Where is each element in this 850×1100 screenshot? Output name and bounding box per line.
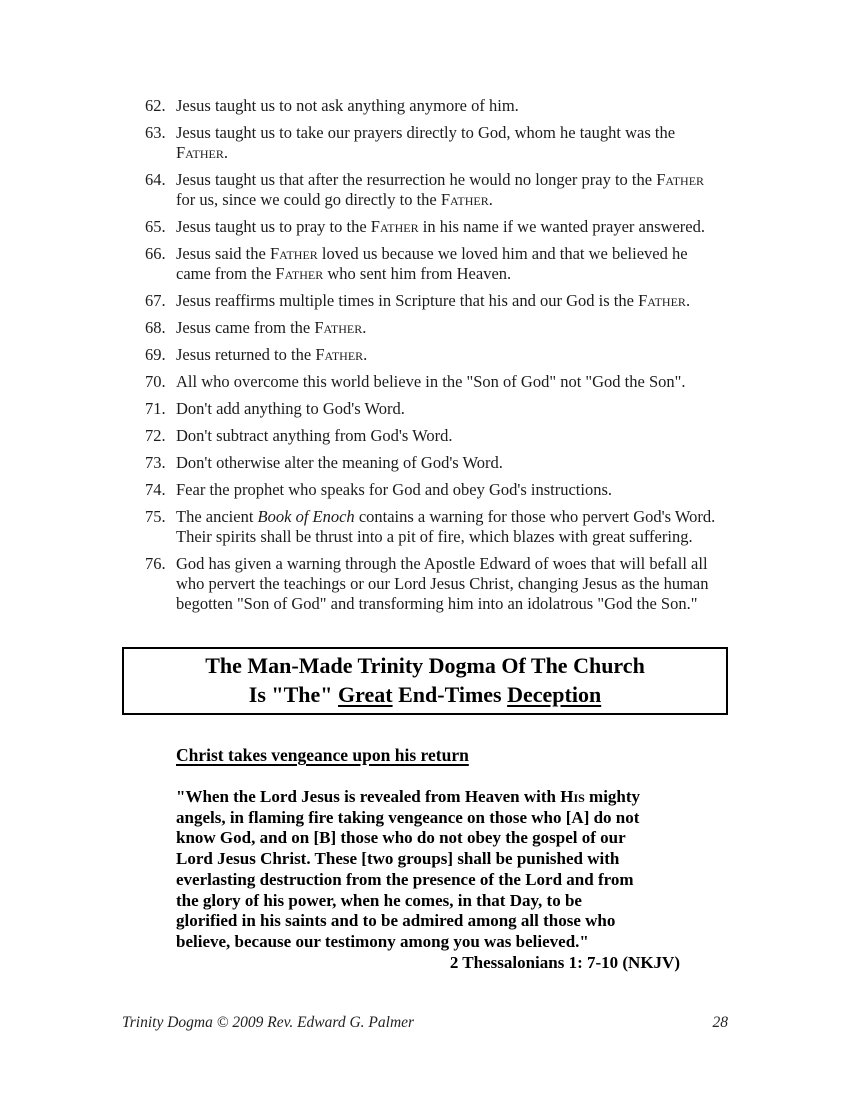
list-item-text: God has given a warning through the Apostle Edward of woes that will befall all who pervert the teachings or our Lord Jesus Christ, changing Jesus as the human begotten "Son of God" and transforming him into an idolatrous "God the Son." xyxy=(176,554,709,613)
list-item xyxy=(145,554,723,614)
list-item-text: The ancient Book of Enoch contains a warning for those who pervert God's Word. Their spirits shall be thrust into a pit of fire, which blazes with great suffering. xyxy=(176,507,716,546)
list-item-number: 72. xyxy=(145,426,166,445)
banner-box xyxy=(122,647,728,715)
list-item xyxy=(145,345,723,365)
list-item-text: Jesus taught us to take our prayers directly to God, whom he taught was the Father. xyxy=(176,123,676,162)
quote-block xyxy=(176,787,680,973)
list-item-number: 75. xyxy=(145,507,166,526)
quote-line: the glory of his power, when he comes, in that Day, to be xyxy=(176,890,582,910)
quote-line: believe, because our testimony among you was believed." xyxy=(176,931,589,951)
footer-credit: Trinity Dogma © 2009 Rev. Edward G. Palmer xyxy=(122,1014,415,1031)
list-item-number: 71. xyxy=(145,399,166,418)
quote-line: Lord Jesus Christ. These [two groups] shall be punished with xyxy=(176,849,620,869)
list-item-number: 65. xyxy=(145,217,166,236)
quote-line: know God, and on [B] those who do not obey the gospel of our xyxy=(176,828,626,848)
quote-line: "When the Lord Jesus is revealed from Heaven with His mighty xyxy=(176,787,641,806)
list-item-text: Jesus said the Father loved us because we loved him and that we believed he came from the Father who sent him from Heaven. xyxy=(176,244,688,283)
banner-line-2: Is "The" Great End-Times Deception xyxy=(248,682,602,707)
list-item xyxy=(145,453,723,473)
quote-line: everlasting destruction from the presence of the Lord and from xyxy=(176,869,634,889)
banner-line-1: The Man-Made Trinity Dogma Of The Church xyxy=(205,653,645,678)
list-item-number: 67. xyxy=(145,291,166,310)
list-item-number: 69. xyxy=(145,345,166,364)
list-item xyxy=(145,217,723,237)
list-item xyxy=(145,291,723,311)
list-item-number: 63. xyxy=(145,123,166,142)
list-item-text: Jesus reaffirms multiple times in Scripture that his and our God is the Father. xyxy=(176,291,691,310)
quote-line: angels, in flaming fire taking vengeance on those who [A] do not xyxy=(176,807,640,827)
list-item-text: All who overcome this world believe in the "Son of God" not "God the Son". xyxy=(176,372,686,391)
quote-attribution: 2 Thessalonians 1: 7-10 (NKJV) xyxy=(449,952,680,972)
list-item-number: 68. xyxy=(145,318,166,337)
section-heading: Christ takes vengeance upon his return xyxy=(176,745,469,765)
list-item xyxy=(145,480,723,500)
banner-underlined-word: Great xyxy=(338,682,393,707)
footer-page-number: 28 xyxy=(712,1014,728,1031)
list-item xyxy=(145,170,723,210)
list-item-text: Jesus taught us to not ask anything anymore of him. xyxy=(176,96,519,115)
list-item-text: Jesus taught us to pray to the Father in his name if we wanted prayer answered. xyxy=(176,217,705,236)
list-item-text: Don't add anything to God's Word. xyxy=(176,399,405,418)
list-item-number: 66. xyxy=(145,244,166,263)
list-item xyxy=(145,244,723,284)
list-item-text: Jesus came from the Father. xyxy=(176,318,367,337)
numbered-list xyxy=(145,96,723,621)
list-item xyxy=(145,426,723,446)
list-item-text: Don't otherwise alter the meaning of God's Word. xyxy=(176,453,503,472)
list-item xyxy=(145,123,723,163)
list-item xyxy=(145,507,723,547)
list-item xyxy=(145,318,723,338)
list-item-number: 73. xyxy=(145,453,166,472)
page-footer xyxy=(122,1014,728,1032)
list-item-number: 74. xyxy=(145,480,166,499)
list-item-number: 70. xyxy=(145,372,166,391)
list-item xyxy=(145,96,723,116)
list-item-text: Jesus taught us that after the resurrection he would no longer pray to the Father for us, since we could go directly to the Father. xyxy=(176,170,705,209)
banner-underlined-word: Deception xyxy=(507,682,602,707)
list-item xyxy=(145,399,723,419)
list-item-number: 62. xyxy=(145,96,166,115)
quote-line: glorified in his saints and to be admired among all those who xyxy=(176,911,616,931)
list-item-text: Fear the prophet who speaks for God and obey God's instructions. xyxy=(176,480,613,499)
list-item-text: Don't subtract anything from God's Word. xyxy=(176,426,453,445)
list-item-text: Jesus returned to the Father. xyxy=(176,345,368,364)
list-item-number: 64. xyxy=(145,170,166,189)
list-item-number: 76. xyxy=(145,554,166,573)
list-item xyxy=(145,372,723,392)
